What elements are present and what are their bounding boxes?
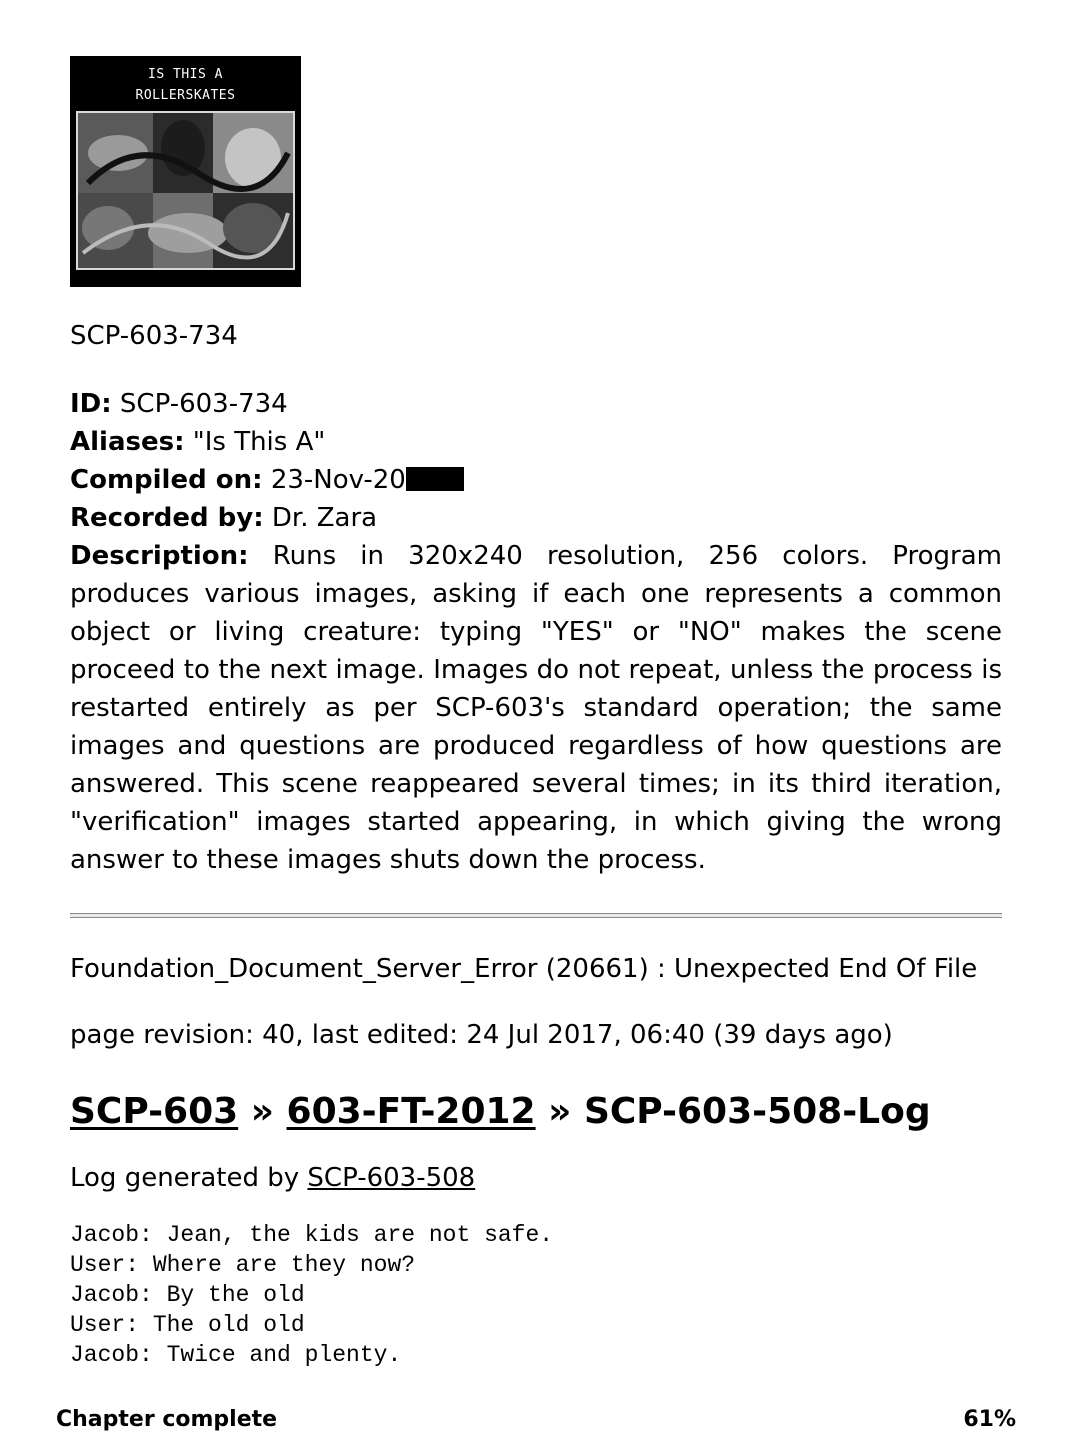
chapter-status: Chapter complete [56, 1407, 278, 1432]
log-source-link[interactable]: SCP-603-508 [307, 1163, 476, 1193]
image-caption: IS THIS A ROLLERSKATES [135, 67, 236, 103]
breadcrumb: SCP-603 » 603-FT-2012 » SCP-603-508-Log [70, 1091, 931, 1132]
breadcrumb-link-scp-603[interactable]: SCP-603 [70, 1091, 239, 1132]
horizontal-divider [70, 913, 1002, 918]
scp-image [70, 56, 301, 287]
document-page [70, 56, 1002, 1370]
collage-picture [78, 113, 293, 268]
log-line: Jacob: By the old [70, 1282, 305, 1308]
meta-description: Description: Runs in 320x240 resolution, 256 colors. Program produces various images, asking if each one represents a common object or living creature: typing "YES" or "NO" makes the scene proceed to the next image. Images do not repeat, unless the process is restarted entirely as per SCP-603's standard operation; the same images and questions are produced regardless of how questions are answered. This scene reappeared several times; in its third iteration, "verification" images started appearing, in which giving the wrong answer to these images shuts down the process. [70, 541, 1002, 875]
breadcrumb-link-603-ft-2012[interactable]: 603-FT-2012 [286, 1091, 536, 1132]
breadcrumb-current: SCP-603-508-Log [583, 1091, 931, 1132]
log-intro: Log generated by SCP-603-508 [70, 1163, 476, 1193]
page-revision-text: page revision: 40, last edited: 24 Jul 2017, 06:40 (39 days ago) [70, 1020, 893, 1050]
log-block [70, 1220, 1002, 1370]
reading-progress: 61% [963, 1407, 1016, 1432]
redaction-bar [406, 467, 464, 491]
log-line: User: The old old [70, 1312, 305, 1338]
meta-compiled: Compiled on: 23-Nov-20 [70, 461, 1002, 499]
log-line: User: Where are they now? [70, 1252, 416, 1278]
meta-aliases: Aliases: "Is This A" [70, 427, 326, 457]
image-frame [76, 111, 295, 270]
metadata-block [70, 385, 1002, 879]
log-line: Jacob: Twice and plenty. [70, 1342, 402, 1368]
log-line: Jacob: Jean, the kids are not safe. [70, 1222, 554, 1248]
meta-recorded: Recorded by: Dr. Zara [70, 503, 378, 533]
server-error-text: Foundation_Document_Server_Error (20661) : Unexpected End Of File [70, 954, 978, 984]
meta-id: ID: SCP-603-734 [70, 389, 288, 419]
image-caption-text: SCP-603-734 [70, 321, 238, 351]
